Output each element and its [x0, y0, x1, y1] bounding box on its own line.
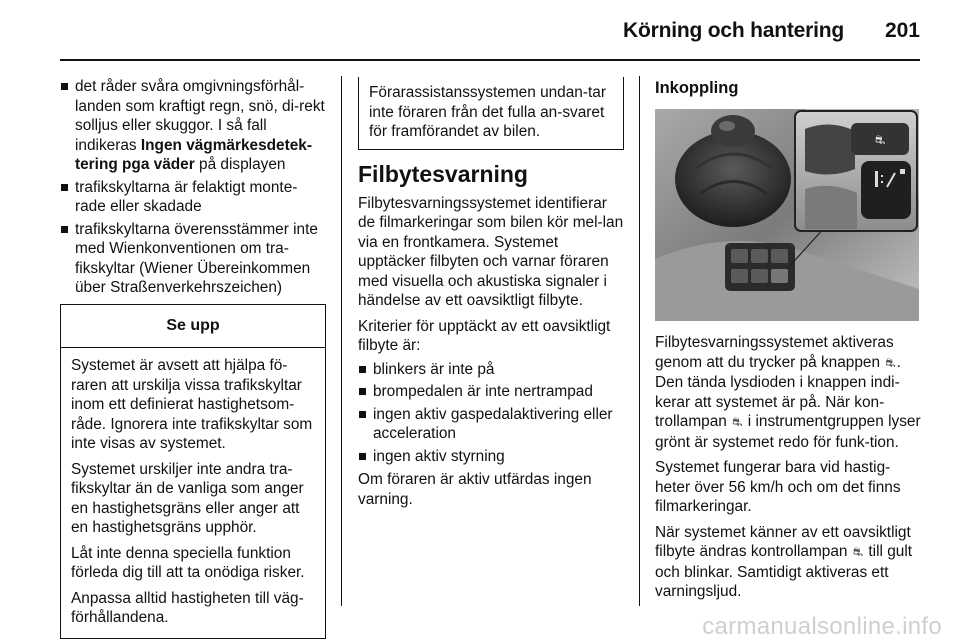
- header-rule: [60, 59, 920, 61]
- column-3: [655, 77, 921, 608]
- warning-behaviour-paragraph: När systemet känner av ett oavsiktligt filbyte ändras kontrollampan ⛐ till gult och blinkar. Samtidigt aktiveras ett varningsljud.: [655, 523, 913, 600]
- warning-paragraph: Låt inte denna speciella funktion förleda dig till att ta onödiga risker.: [71, 544, 305, 581]
- bullet-square-icon: [359, 388, 366, 395]
- column-divider-2: [639, 76, 640, 606]
- list-item: ingen aktiv styrning: [358, 447, 624, 467]
- criteria-lead: Kriterier för upptäckt av ett oavsiktligt filbyte är:: [358, 317, 611, 354]
- list-item: blinkers är inte på: [358, 360, 624, 380]
- subsection-heading: Inkoppling: [655, 79, 739, 97]
- column-1: [60, 77, 326, 639]
- center-console-photo: [655, 109, 919, 321]
- column-2: [358, 77, 624, 515]
- note-box: Förarassistanssystemen undan-tar inte föraren från det fulla an-svaret för framförandet av bilen.: [358, 77, 624, 150]
- bullet-square-icon: [359, 453, 366, 460]
- list-item: brompedalen är inte nertrampad: [358, 382, 624, 402]
- speed-paragraph: Systemet fungerar bara vid hastig-heter över 56 km/h och om det finns filmarkeringar.: [655, 459, 901, 515]
- bullet-square-icon: [61, 226, 68, 233]
- section-heading: Filbytesvarning: [358, 160, 528, 187]
- watermark: carmanualsonline.info: [702, 613, 942, 640]
- activation-paragraph: Filbytesvarningssystemet aktiveras genom att du trycker på knappen ⛐. Den tända lysdioden i knappen indi-kerar att systemet är på. När kon-trollampan ⛐ i instrumentgruppen lyser grönt är systemet redo för funk-tion.: [655, 334, 921, 451]
- lane-departure-icon: ⛐: [732, 415, 743, 429]
- list-item: det råder svåra omgivningsförhål-landen som kraftigt regn, snö, di-rekt solljus eller skuggor. I så fall indikeras Ingen vägmärkesdetek-tering pga väder på displayen: [60, 77, 326, 175]
- warning-title: Se upp: [61, 305, 325, 349]
- bullet-square-icon: [359, 366, 366, 373]
- svg-text:⛐: ⛐: [874, 133, 886, 147]
- page-header-title: Körning och hantering: [623, 19, 844, 42]
- list-item: trafikskyltarna överensstämmer inte med Wienkonventionen om tra-fikskyltar (Wiener Übereinkommen über Straßenverkehrszeichen): [60, 220, 326, 298]
- closing-paragraph: Om föraren är aktiv utfärdas ingen varning.: [358, 471, 592, 508]
- warning-paragraph: Systemet urskiljer inte andra tra-fikskyltar än de vanliga som anger en hastighetsgräns eller anger att en hastighetsgräns upphör.: [71, 460, 304, 536]
- warning-paragraph: Anpassa alltid hastigheten till väg-förhållandena.: [71, 589, 304, 626]
- criteria-list: [358, 360, 624, 467]
- column-divider-1: [341, 76, 342, 606]
- bullet-square-icon: [359, 411, 366, 418]
- bullet-square-icon: [61, 184, 68, 191]
- warning-paragraph: Systemet är avsett att hjälpa fö-raren att urskilja vissa trafikskyltar inom ett definierat hastighetsom-råde. Ignorera inte trafikskyltar som inte visas av systemet.: [71, 357, 313, 452]
- page-number: 201: [884, 19, 920, 42]
- intro-paragraph: Filbytesvarningssystemet identifierar de filmarkeringar som bilen kör mel-lan via en frontkamera. Systemet upptäcker filbyten och varnar föraren med visuella och akustiska signaler i händelse av ett oavsiktligt filbyte.: [358, 194, 624, 309]
- warning-box: [60, 304, 326, 639]
- list-item: ingen aktiv gaspedalaktivering eller acceleration: [358, 405, 624, 444]
- warning-body: [61, 348, 325, 638]
- lane-departure-icon: ⛐: [852, 545, 864, 559]
- list-item: trafikskyltarna är felaktigt monte-rade eller skadade: [60, 178, 326, 217]
- lane-departure-icon: ⛐: [885, 355, 896, 370]
- bullet-square-icon: [61, 83, 68, 90]
- condition-list: [60, 77, 326, 298]
